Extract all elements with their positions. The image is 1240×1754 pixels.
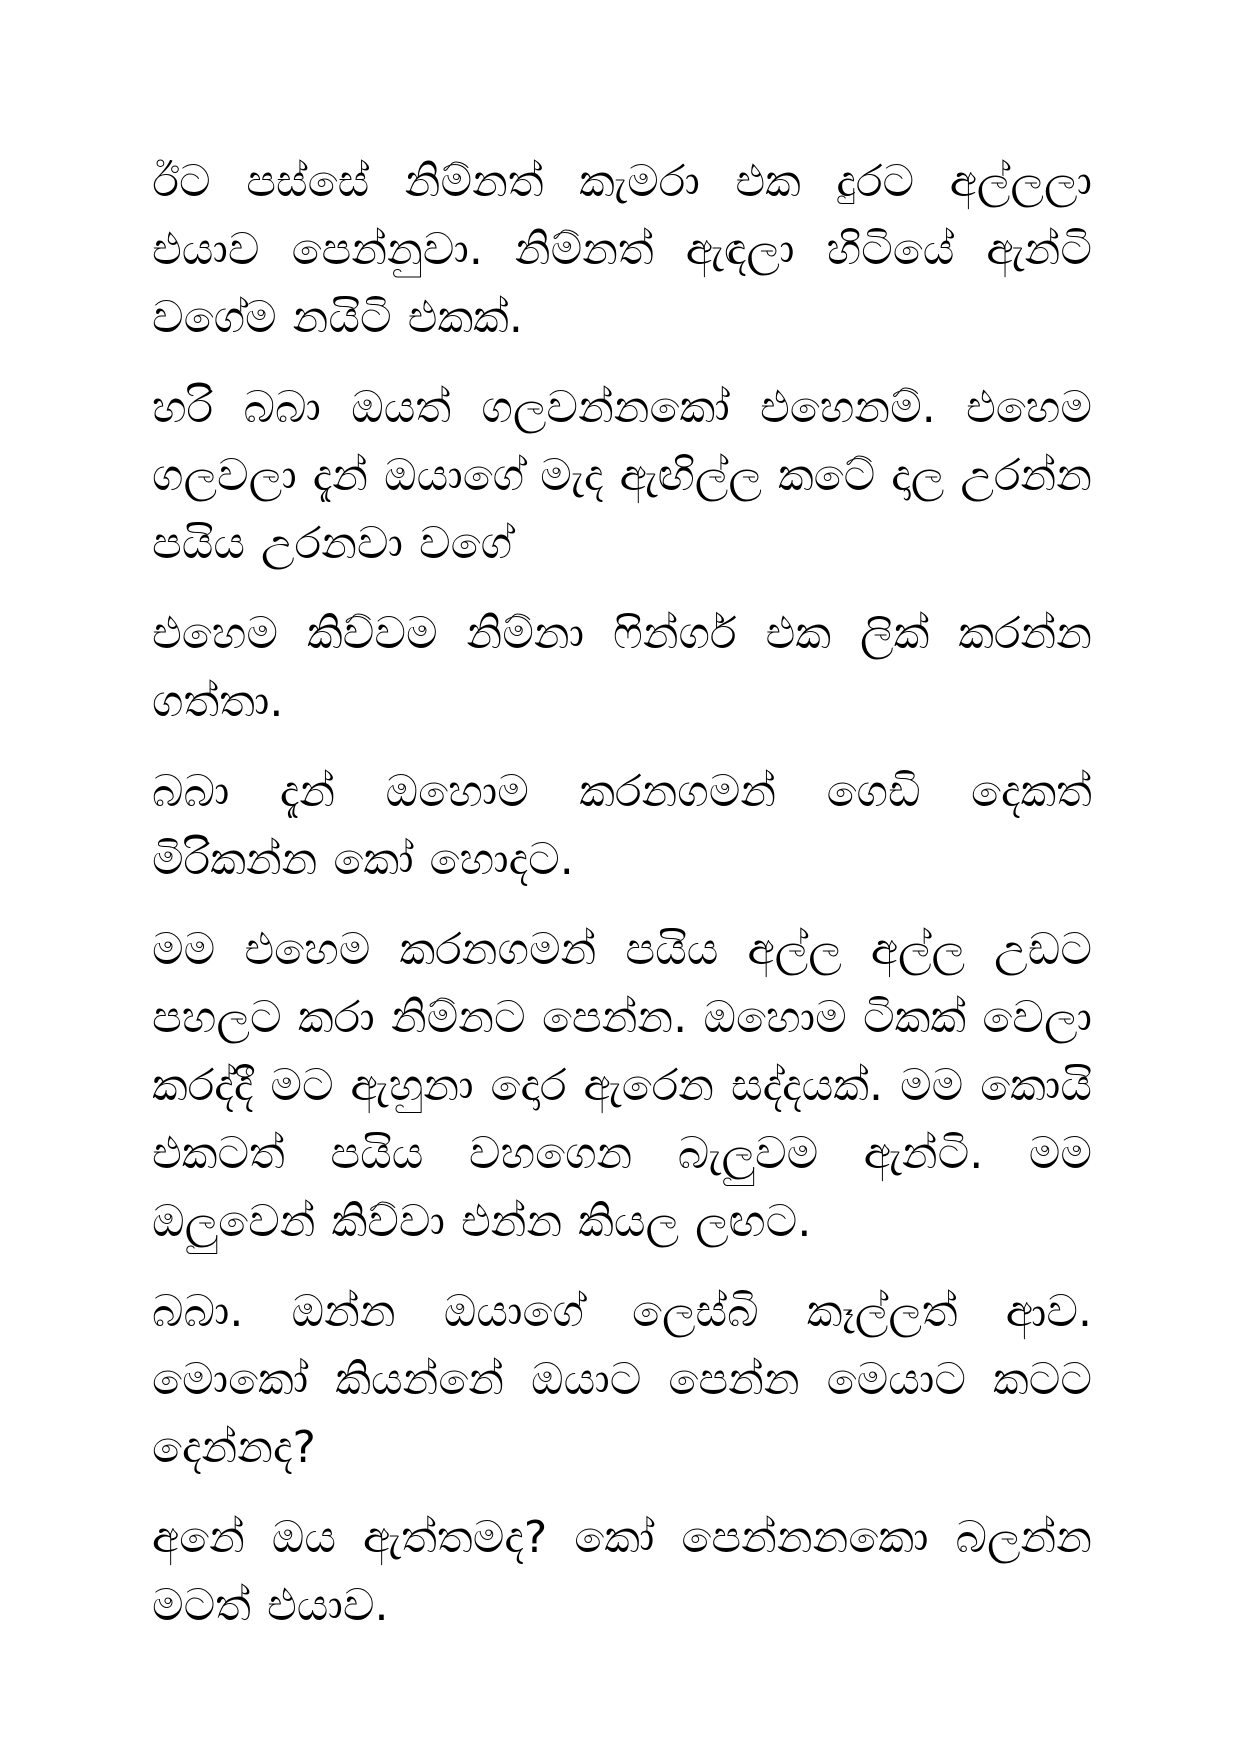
paragraph-4: බබා දැන් ඔහොම කරනගමන් ගෙඩි දෙකත් මිරිකන්න කෝ හොදට. xyxy=(152,766,1092,885)
document-body xyxy=(152,148,1092,1662)
paragraph-1: ඊට පස්සේ නිම්නත් කැමරා එක දුරට අල්ලලා එයාව පෙන්නුවා. නිම්නත් ඇඳලා හිටියේ ඇන්ටි වගේම නයිටි එකක්. xyxy=(152,156,1092,343)
paragraph-7: අනේ ඔය ඇත්තමද? කෝ පෙන්නනකො බලන්න මටත් එයාව. xyxy=(152,1512,1092,1631)
paragraph-6: බබා. ඔන්න ඔයාගේ ලෙස්බි කෑල්ලත් ආව. මොකෝ කියන්නේ ඔයාට පෙන්න මෙයාට කටට දෙන්නද? xyxy=(152,1286,1092,1473)
paragraph-3: එහෙම කිව්වම නිම්නා ෆින්ගර් එක ලික් කරන්න ගත්තා. xyxy=(152,608,1092,727)
paragraph-2: හරි බබා ඔයත් ගලවන්නකෝ එහෙනම්. එහෙම ගලවලා දැන් ඔයාගේ මැද ඇඟිල්ල කටේ දාල උරන්න පයිය උරනවා වගේ xyxy=(152,382,1092,569)
paragraph-5: මම එහෙම කරනගමන් පයිය අල්ල අල්ල උඩට පහලට කරා නිම්නට පෙන්න. ඔහොම ටිකක් වෙලා කරද්දී මට ඇහුනා දොර ඇරෙන සද්දයක්. මම කොයි එකටත් පයිය වහගෙන බැලුවම ඇන්ටි. මම ඔලුවෙන් කිව්වා එන්න කියල ලඟට. xyxy=(152,924,1092,1247)
